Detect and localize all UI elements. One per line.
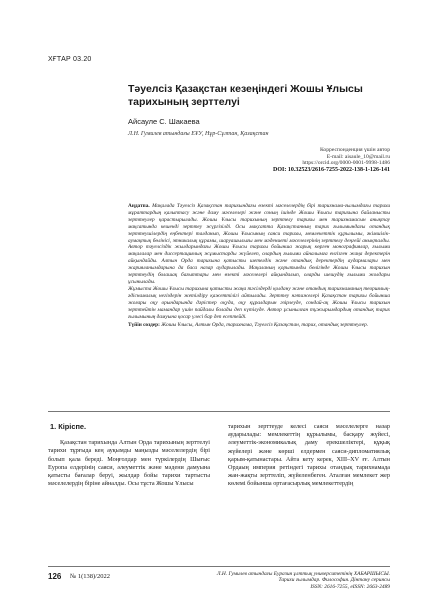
email-link[interactable]: E-mail: aisaule_10@mail.ru bbox=[326, 153, 390, 160]
author-affiliation: Л.Н. Гумилев атындағы ЕҰУ, Нұр-Сұлтан, Қазақстан bbox=[128, 131, 269, 137]
journal-name: Л.Н. Гумилев атындағы Еуразия ұлттық университетінің ХАБАРШЫСЫ. bbox=[216, 571, 390, 577]
body-paragraph: Қазақстан тарихында Алтын Орда тарихының зерттелуі тарихи тұрғыда кең ауқымды маңызды мәселелердің бірі болып қала береді. Моңғолдар мен түркілердің Шығыс Еуропа елдерінің саяси, әлеуметтік және мәдени дамуына қатысты бағалар беруі, жылдар бойы тарихи тартысты мәселелердің біріне айналды. Осы тұста Жошы Ұлысы bbox=[48, 439, 210, 488]
section-heading: 1. Кіріспе. bbox=[50, 423, 87, 431]
doi-link[interactable]: DOI: 10.32523/2616-7255-2022-138-1-126-141 bbox=[273, 166, 390, 173]
body-column-right bbox=[228, 423, 390, 559]
body-paragraph-continued: тарихын зерттеуде келесі саяси мәселелерге назар аударылады: мемлекеттің құрылымы, басқару жүйесі, әлеуметтік-экономикалық даму ерекшеліктері, құқық жүйелері және көрші елдермен саяси-дипломатиялық қарым-қатынастары. Айта кету керек, XIII–XV ғғ. Алтын Ордаың империя ретіндегі тарихы отандық тарихнамада жан-жақты зерттеліп, жүйеленбеген. Аталған мемлекет жер көлемі бойынша ортағасырлық мемлекеттердің bbox=[228, 423, 390, 488]
footer-divider bbox=[48, 566, 390, 567]
page-number: 126 bbox=[48, 572, 62, 581]
journal-series: Тарихи ғылымдар. Философия. Дінтану сериясы bbox=[278, 577, 390, 584]
body-column-left bbox=[48, 423, 210, 559]
issue-number: № 1(138)/2022 bbox=[70, 573, 110, 580]
abstract-block bbox=[128, 203, 390, 403]
abstract-paragraph bbox=[128, 203, 390, 286]
journal-issn: ISSN: 2616-7255, eISSN: 2663-2489 bbox=[310, 583, 390, 590]
keywords-label: Түйін сөздер: bbox=[128, 322, 160, 329]
classification-code: ХҒТАР 03.20 bbox=[48, 56, 92, 63]
journal-info bbox=[180, 571, 390, 590]
top-divider bbox=[48, 411, 390, 412]
abstract-text: Мақалада Тәуелсіз Қазақстан тарихындағы өзекті мәселелердің бірі тарихнама-ғылымдағы тарихи мұраттардың қалыптасу және даму мәселелері және соның ішінде Жошы Ұлысы тарихына байланысты зерттеулер қарастырылады. Жошы Ұлысы тарихының зерттелу тарихы мен тарихнамасын анықтау мақсатында кешенді зерттеу жүргізілді. Осы мақсатта Қазақстанның тарих ғылымындағы отандық зерттеушілердің еңбектері талданып, Жошы Ұлысының саяси тарихы, мемлекеттік құрылымы, әкімшілік-аумақтық бөлінісі, этникалық құрамы, шаруашылығы мен мәдениеті мәселелерінің зерттелу деңгейі анықталды. Автор тәуелсіздік жылдарындағы Жошы Ұлысы тарихы бойынша жарық көрген монографиялар, ғылыми мақалалар мен диссертациялық жұмыстарды жүйелеп, олардың ғылыми айналымға енгізген жаңа деректерін айқындайды. Алтын Орда тарихына қатысты шетелдік және отандық деректердің аудармалары мен жарияланымдарына да баса назар аударылады. Мақаланың қорытынды бөлігінде Жошы Ұлысы тарихын зерттеудің болашақ бағыттары мен өзекті мәселелері айқындалып, оларды шешудің ғылыми жолдары ұсынылады. bbox=[128, 203, 390, 285]
corresponding-author-label: Корреспонденция үшін автор bbox=[319, 147, 390, 153]
article-title: Тәуелсіз Қазақстан кезеңіндегі Жошы Ұлысы тарихының зерттелуі bbox=[128, 83, 363, 108]
abstract-paragraph-2: Жұмыста Жошы Ұлысы тарихына қатысты жаңа тәсілдерді қолдану және отандық тарихнаманың теориялық-әдіснамалық негіздерін жетілдіру қажеттілігі айтылады. Зерттеу нәтижелері Қазақстан тарихы бойынша жоғары оқу орындарында дәрістер оқуда, оқу құралдарын әзірлеуде, сондай-ақ Жошы Ұлысы тарихын зерттейтін мамандар үшін пайдалы болады деп күтілуде. Автор ұсынылған тұжырымдардың отандық тарих ғылымының дамуына қосар үлесі бар деп есептейді. bbox=[128, 285, 390, 320]
contact-block bbox=[190, 147, 390, 173]
orcid-link[interactable]: https://orcid.org/0000-0001-9998-1486 bbox=[302, 160, 390, 167]
keywords-line bbox=[128, 322, 390, 329]
author-name: Айсаулe С. Шакаева bbox=[128, 117, 200, 126]
keywords-text: Жошы Ұлысы, Алтын Орда, тарихнама, Тәуелсіз Қазақстан, тарих, отандық зерттеулер. bbox=[161, 322, 369, 329]
abstract-label: Аңдатпа. bbox=[128, 203, 150, 209]
